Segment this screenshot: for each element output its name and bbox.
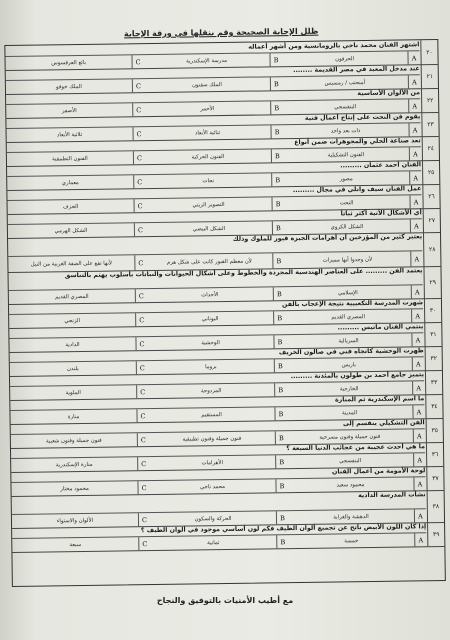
option-letter-c[interactable]: C: [134, 255, 146, 270]
option-text: لأن معظم القبور كانت على شكل هرم: [166, 258, 252, 266]
option-letter-b[interactable]: B: [275, 479, 287, 492]
question-text: عند مدخل المعبد في مصر القديمة ........: [293, 65, 420, 75]
option-text: محمود سعيد: [336, 481, 365, 488]
option-letter-a[interactable]: A: [409, 195, 421, 208]
question-number: ٣٨: [427, 490, 444, 522]
option-text: الدهشة والغرابة: [333, 513, 369, 521]
question-text: لوحة الأمومة من أعمال الفنان: [331, 467, 426, 476]
option-text: الأهرامات: [201, 459, 223, 466]
option-letter-b[interactable]: B: [269, 53, 281, 66]
option-letter-a[interactable]: A: [412, 381, 424, 394]
question-number: ٣٢: [425, 346, 442, 370]
question-number: ٢١: [421, 64, 438, 88]
question-text: من الألوان الأساسية: [357, 89, 421, 98]
option-text: أمنحتب / رمسيس: [324, 79, 366, 87]
instructions-header: ظلل الإجابة الصحيحة وقم بنقلها في ورقة الإجابة: [123, 26, 319, 39]
option-letter-c[interactable]: C: [137, 457, 149, 470]
option-letter-c[interactable]: C: [131, 55, 143, 68]
option-letter-b[interactable]: B: [276, 511, 288, 524]
option-text: منارة الإسكندرية: [55, 461, 93, 468]
option-text: الشكل البيضي: [192, 225, 226, 232]
option-letter-c[interactable]: C: [138, 513, 150, 526]
option-text: بائع العرقسوس: [51, 59, 86, 66]
option-letter-a[interactable]: A: [410, 251, 422, 266]
option-text: محمد ناجي: [199, 483, 226, 490]
option-letter-a[interactable]: A: [408, 99, 420, 112]
question-text: عمل الفنان سيف وانلي في مجال .........: [292, 185, 422, 195]
option-letter-a[interactable]: A: [411, 285, 423, 298]
option-text: الأصفر: [61, 107, 77, 114]
option-text: الشكل الكروي: [330, 223, 364, 231]
option-text: المصري القديم: [331, 313, 366, 321]
option-text: بلندن: [66, 365, 79, 372]
option-text: النحت: [339, 199, 354, 206]
option-letter-a[interactable]: A: [412, 357, 424, 370]
question-number: ٣٠: [424, 298, 441, 322]
question-number: ٢٠: [420, 40, 437, 64]
option-letter-c[interactable]: C: [137, 433, 149, 446]
option-letter-c[interactable]: C: [136, 409, 148, 422]
option-letter-c[interactable]: C: [133, 175, 145, 188]
question-text: أي الأشكال الآتية أكثر ثباتاً: [340, 209, 422, 218]
option-letter-b[interactable]: B: [274, 359, 286, 372]
exam-sheet: [4, 25, 446, 587]
option-text: بروما: [205, 363, 217, 370]
option-text: فنون جميلة وفنون مسرحية: [319, 433, 381, 441]
option-letter-a[interactable]: A: [412, 405, 424, 418]
option-text: المزدوجة: [200, 387, 222, 394]
option-letter-a[interactable]: A: [407, 51, 419, 64]
option-letter-b[interactable]: B: [273, 287, 285, 300]
option-letter-c[interactable]: C: [132, 103, 144, 116]
option-text: باريس: [341, 361, 356, 368]
question-number: ٢٧: [423, 208, 440, 232]
option-text: محمود مختار: [60, 485, 89, 492]
question-text: الفن التشكيلي ينقسم إلى: [342, 419, 425, 428]
question-number: ٣١: [424, 322, 441, 346]
question-text: شهرت المدرسة التكعيبية نتيجة الإعجاب بالفن: [281, 299, 424, 309]
option-text: الحرفون: [335, 55, 355, 62]
question-text: الفنان أحمد عثمان .........: [340, 161, 422, 170]
option-letter-c[interactable]: C: [135, 337, 147, 350]
option-letter-b[interactable]: B: [272, 221, 284, 234]
option-letter-a[interactable]: A: [411, 309, 423, 322]
option-text: خمسة: [344, 537, 359, 544]
option-text: لأنها تقع على الضفة الغربية من النيل: [30, 260, 113, 268]
option-letter-c[interactable]: C: [132, 127, 144, 140]
option-letter-c[interactable]: C: [132, 79, 144, 92]
option-letter-c[interactable]: C: [133, 151, 145, 164]
option-letter-b[interactable]: B: [274, 407, 286, 420]
question-number: ٣٤: [425, 394, 442, 418]
question-text: تعد صناعة الحلي والمجوهرات ضمن أنواع: [294, 137, 421, 147]
option-text: سبعة: [69, 541, 82, 548]
option-letter-c[interactable]: C: [137, 481, 149, 494]
option-text: ثلاثية الأبعاد: [56, 131, 83, 138]
option-text: ذات بعد واحد: [330, 127, 361, 135]
option-text: معماري: [61, 179, 79, 186]
option-text: الفنون التطبيقية: [52, 155, 88, 162]
question-text: نشأت المدرسة الدادية: [358, 491, 426, 500]
question-text: يتميز جامع أحمد بن طولون بالمئذنة .........: [290, 371, 425, 381]
option-letter-a[interactable]: A: [408, 75, 420, 88]
option-text: الخزف: [62, 203, 79, 210]
option-letter-b[interactable]: B: [270, 101, 282, 114]
option-letter-b[interactable]: B: [271, 173, 283, 186]
option-letter-b[interactable]: B: [275, 431, 287, 444]
option-text: الأحداث: [201, 291, 219, 298]
option-letter-c[interactable]: C: [136, 361, 148, 374]
question-text: اشتهر الفنان محمد ناجي بالرومانسية ومن أشهر أعماله: [248, 41, 420, 51]
question-text: ما اسم الإسكندرية ثم المنارة: [334, 395, 425, 404]
question-group: [12, 522, 444, 553]
option-letter-b[interactable]: B: [271, 149, 283, 162]
option-letter-b[interactable]: B: [270, 77, 282, 90]
option-letter-c[interactable]: C: [138, 537, 150, 550]
option-letter-a[interactable]: A: [414, 509, 426, 522]
question-number: ٢٣: [421, 112, 438, 136]
footer-wish: مع أطيب الأمنيات بالتوفيق والنجاح: [156, 596, 294, 605]
option-text: لأن وجدوا أيها مميزات: [322, 256, 373, 264]
option-text: الأحمر: [200, 105, 215, 112]
question-text: ما هي أحدث عجيبة من عجائب الدنيا السبعة ؟: [286, 443, 426, 453]
option-text: منارة: [67, 413, 80, 420]
option-letter-b[interactable]: B: [270, 125, 282, 138]
option-text: الزنجي: [64, 317, 81, 324]
question-text: يعتبر كثير من المؤرخين أن أهرامات الجيزة قبور للملوك وذلك: [232, 233, 423, 243]
question-number: ٢٥: [422, 160, 439, 184]
question-number: ٣٦: [426, 442, 443, 466]
option-text: الفنون التشكيلية: [327, 151, 365, 159]
option-text: البنفسجي: [334, 103, 357, 110]
option-text: فنون جميلة وفنون شعبية: [45, 437, 102, 445]
option-letter-b[interactable]: B: [273, 311, 285, 324]
option-text: نحات: [202, 177, 215, 184]
option-letter-b[interactable]: B: [276, 535, 288, 548]
option-text: ثمانية: [207, 539, 220, 546]
question-number: ٣٣: [425, 370, 442, 394]
option-text: المدينة: [341, 409, 358, 416]
question-number: ٣٩: [427, 522, 444, 546]
option-text: المصري القديم: [55, 293, 89, 300]
option-text: الألوان والاستواء: [56, 517, 94, 524]
option-letter-c[interactable]: C: [135, 289, 147, 302]
option-letter-b[interactable]: B: [272, 253, 284, 268]
option-text: الملوية: [65, 389, 81, 396]
question-text: ينتمي الفنان ماتيس .........: [337, 323, 424, 332]
option-letter-a[interactable]: A: [413, 453, 425, 466]
option-text: الدادية: [65, 341, 80, 348]
question-text: ظهرت الوحشية كاتجاه فني في صالون الخريف: [278, 347, 424, 357]
option-text: ثنائية الأبعاد: [194, 129, 221, 136]
option-letter-a[interactable]: A: [413, 477, 425, 490]
option-text: الملك خوفو: [55, 83, 82, 90]
option-letter-a[interactable]: A: [414, 533, 426, 546]
option-letter-b[interactable]: B: [275, 455, 287, 468]
option-letter-b[interactable]: B: [271, 197, 283, 210]
question-text: يقوم فن النحت على إنتاج أعمال فنية: [304, 113, 421, 122]
option-text: الإسلامي: [337, 289, 358, 296]
option-text: فنون جميلة وفنون تطبيقية: [182, 435, 242, 443]
option-letter-c[interactable]: C: [135, 313, 147, 326]
option-letter-b[interactable]: B: [274, 383, 286, 396]
option-letter-c[interactable]: C: [134, 223, 146, 236]
option-text: مصور: [339, 175, 353, 182]
option-letter-a[interactable]: A: [410, 219, 422, 232]
option-letter-c[interactable]: C: [134, 199, 146, 212]
option-letter-a[interactable]: A: [408, 123, 420, 136]
option-text: الفنون الحركية: [191, 153, 225, 160]
option-text: اليوناني: [201, 315, 219, 322]
option-text: الملك سقنون: [191, 81, 222, 88]
option-text: المستقيم: [201, 411, 222, 418]
question-number: ٢٤: [422, 136, 439, 160]
option-text: الحركة والسكون: [194, 515, 232, 522]
option-letter-a[interactable]: A: [409, 147, 421, 160]
option-text: التصوير الزيتي: [192, 201, 225, 208]
question-number: ٢٨: [423, 232, 440, 266]
option-text: الشكل الهرمي: [54, 227, 88, 234]
question-number: ٢٩: [423, 266, 440, 298]
option-letter-a[interactable]: A: [411, 333, 423, 346]
option-letter-b[interactable]: B: [273, 335, 285, 348]
option-letter-c[interactable]: C: [136, 385, 148, 398]
option-text: مدرسة الإسكندرية: [186, 57, 228, 65]
question-text: يعتمد الفن ......... على العناصر الهندسية المجردة والخطوط وعلى أشكال الحيوانات والنباتات بأسلوب يهتم بالتناسق: [64, 267, 423, 280]
option-text: البنفسجي: [339, 457, 362, 464]
question-number: ٢٦: [422, 184, 439, 208]
questions-table: [4, 39, 446, 587]
option-letter-a[interactable]: A: [409, 171, 421, 184]
question-number: ٢٢: [421, 88, 438, 112]
option-text: الخارجية: [339, 385, 359, 392]
option-text: الوحشية: [201, 339, 220, 346]
question-text: إذا كان اللون الأبيض ناتج عن تجميع ألوان الطيف فكم لون أساسي موجود في ألوان الطيف ؟: [140, 523, 427, 535]
question-number: ٣٧: [426, 466, 443, 490]
option-letter-a[interactable]: A: [413, 429, 425, 442]
question-number: ٣٥: [426, 418, 443, 442]
option-text: السريالية: [338, 337, 359, 344]
